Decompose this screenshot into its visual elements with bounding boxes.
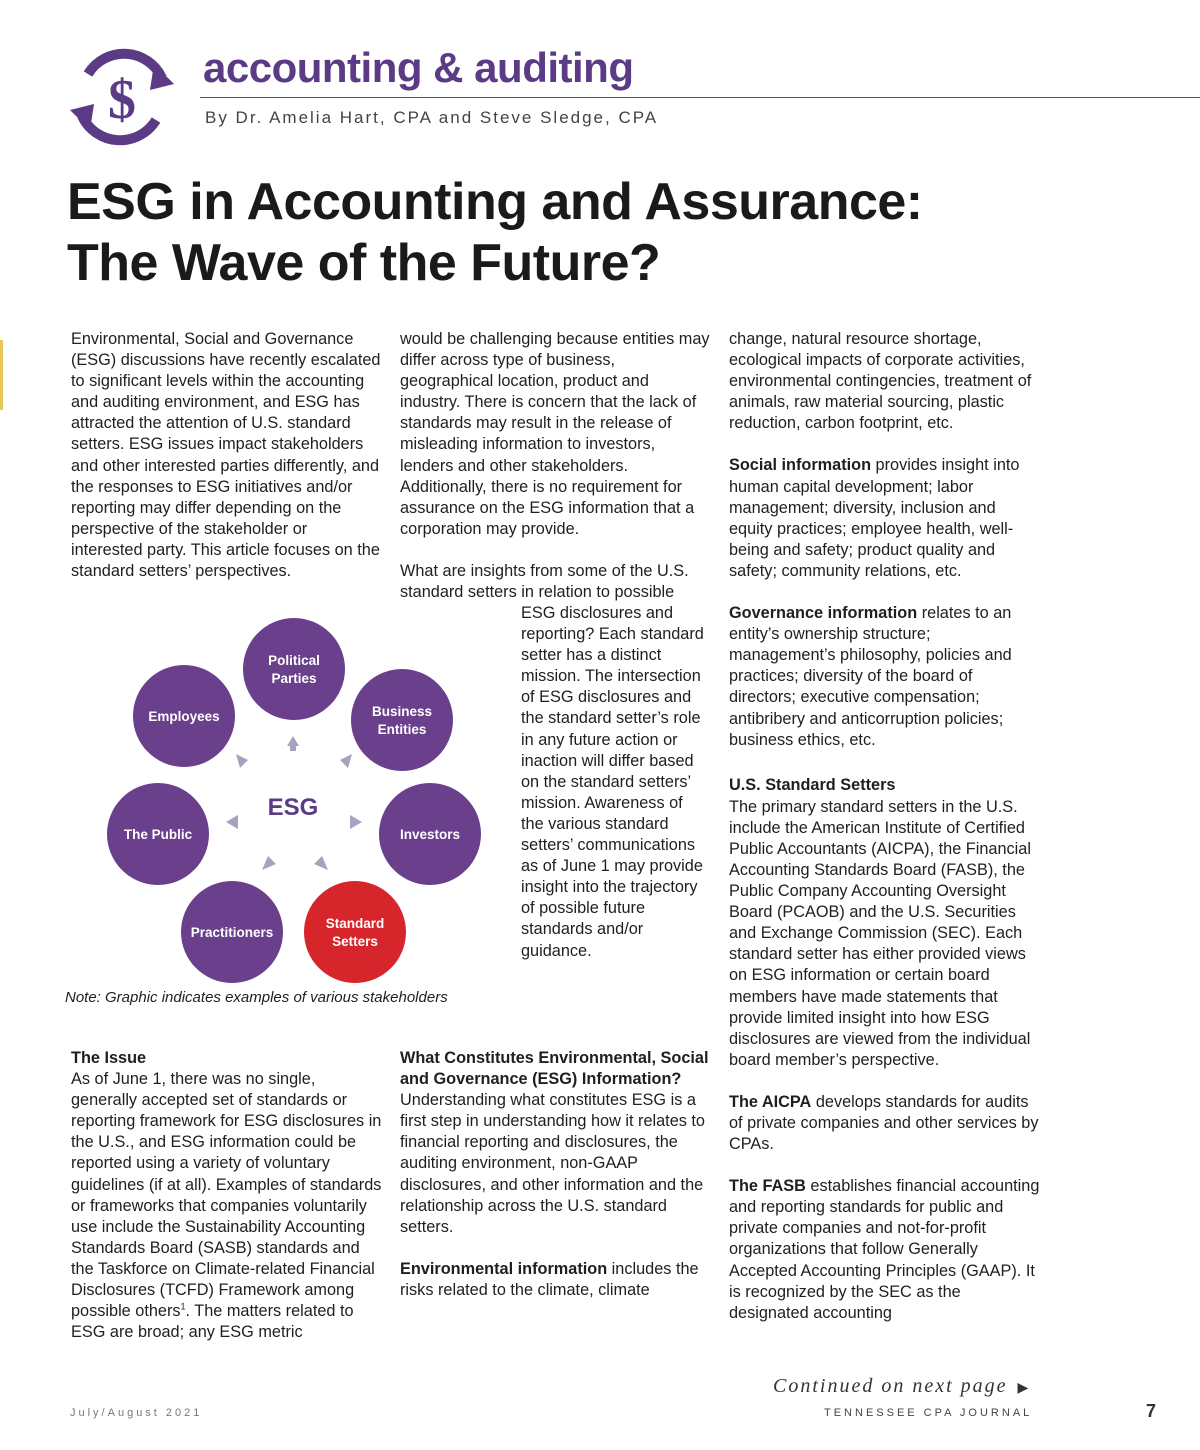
environmental-paragraph: Environmental information includes the risks related to the climate, climate xyxy=(400,1259,699,1299)
governance-lead: Governance information xyxy=(729,604,918,623)
stakeholder-node xyxy=(304,881,406,983)
header-rule xyxy=(200,97,1200,98)
arrow-left xyxy=(226,815,238,829)
aicpa-lead: The AICPA xyxy=(729,1092,812,1111)
stakeholder-node xyxy=(351,669,453,771)
what-section xyxy=(400,1048,710,1301)
stakeholder-node xyxy=(379,783,481,885)
issue-date: July/August 2021 xyxy=(70,1407,203,1419)
column-3 xyxy=(729,329,1041,1324)
arrow-upright xyxy=(340,754,352,768)
fasb-paragraph: The FASB establishes financial accounting and reporting standards for public and private companies and not-for-profit organizations that follow Generally Accepted Accounting Principles (GAAP). It is recognized by the SEC as the designated accounting xyxy=(729,1177,1040,1322)
arrow-downright xyxy=(314,856,328,870)
arrow-upleft xyxy=(236,754,248,768)
page-edge-marker xyxy=(0,340,3,410)
col2-paragraph-2: What are insights from some of the U.S. standard setters in relation to possible xyxy=(400,561,689,602)
headline-line-1: ESG in Accounting and Assurance: xyxy=(67,173,923,231)
fasb-lead: The FASB xyxy=(729,1177,806,1196)
stakeholder-label: Entities xyxy=(377,722,427,737)
stakeholder-label: Employees xyxy=(148,709,220,724)
stakeholder-label: Practitioners xyxy=(190,925,274,940)
issue-paragraph: As of June 1, there was no single, generally accepted set of standards or reporting framework for ESG disclosures in the U.S., and ESG information could be reported using a variety of voluntary guidelines (if at all). Examples of standards or frameworks that companies voluntarily use include the Sustainability Accounting Standards Board (SASB) standards and the Taskforce on Climate-related Financial Disclosures (TCFD) Framework among possible others$^1$. The matters related to ESG are broad; any ESG metric xyxy=(71,1070,382,1342)
stakeholder-label: Investors xyxy=(399,827,461,842)
issue-heading: The Issue xyxy=(71,1049,147,1067)
stakeholder-label: The Public xyxy=(123,827,193,842)
arrow-up xyxy=(287,736,299,746)
aicpa-paragraph: The AICPA develops standards for audits of private companies and other services by CPAs. xyxy=(729,1092,1039,1154)
continued-link[interactable]: Continued on next page ▶ xyxy=(773,1375,1031,1397)
section-title: accounting & auditing xyxy=(203,44,634,91)
footnote-ref: 1 xyxy=(180,1301,186,1312)
page-number: 7 xyxy=(1146,1401,1157,1421)
article-headline xyxy=(67,172,1167,294)
stakeholder-node xyxy=(243,618,345,720)
social-lead: Social information xyxy=(729,456,872,475)
svg-text:$: $ xyxy=(108,69,136,131)
journal-name: TENNESSEE CPA JOURNAL xyxy=(824,1407,1033,1419)
col2-paragraph-2-continued: ESG disclosures and reporting? Each standard setter has a distinct mission. The intersection of ESG disclosures and the standard setter’s role in any future action or inaction will differ based on the standard setters’ mission. Awareness of the various standard setters’ communications as of June 1 may provide insight into the trajectory of possible future standards and/or guidance. xyxy=(521,604,704,960)
diagram-note: Note: Graphic indicates examples of various stakeholders xyxy=(65,989,448,1006)
stakeholder-node xyxy=(133,665,235,767)
stakeholder-label: Standard xyxy=(325,916,385,931)
stakeholder-node xyxy=(107,783,209,885)
byline: By Dr. Amelia Hart, CPA and Steve Sledge, CPA xyxy=(205,108,659,127)
esg-center-label: ESG xyxy=(267,794,319,821)
headline-line-2: The Wave of the Future? xyxy=(67,234,661,292)
arrow-up-stem xyxy=(290,745,296,751)
stakeholder-circle xyxy=(351,669,453,771)
what-paragraph: Understanding what constitutes ESG is a first step in understanding how it relates to financial reporting and disclosures, the auditing environment, non-GAAP disclosures, and other information and the relationship across the U.S. standard setters. xyxy=(400,1091,705,1236)
column-2 xyxy=(400,329,710,603)
standard-setters-paragraph: The primary standard setters in the U.S. include the American Institute of Certified Public Accountants (AICPA), the Financial Accounting Standards Board (FASB), the Public Company Accounting Oversight Board (PCAOB) and the U.S. Securities and Exchange Commission (SEC). Each standard setter has either provided views on ESG information or certain board members have made statements that provide limited insight into how ESG disclosures are viewed from the individual board member’s perspective. xyxy=(729,797,1031,1069)
column-1 xyxy=(71,329,383,582)
stakeholder-label: Political xyxy=(268,653,320,668)
environmental-continued: change, natural resource shortage, ecological impacts of corporate activities, environmental contingencies, treatment of animals, raw material sourcing, plastic reduction, carbon footprint, etc. xyxy=(729,330,1032,433)
column-2-wrap xyxy=(521,603,706,962)
social-paragraph: Social information provides insight into human capital development; labor management; diversity, inclusion and equity practices; employee health, well-being and safety; product quality and safety; community relations, etc. xyxy=(729,456,1020,580)
governance-paragraph: Governance information relates to an entity’s ownership structure; management’s philosophy, policies and practices; diversity of the board of directors; executive compensation; antibribery and anticorruption policies; business ethics, etc. xyxy=(729,604,1012,749)
play-arrow-icon: ▶ xyxy=(1017,1381,1031,1396)
arrow-right xyxy=(350,815,362,829)
intro-paragraph: Environmental, Social and Governance (ESG) discussions have recently escalated to significant levels within the accounting and auditing environment, and ESG has attracted the attention of U.S. standard setters. ESG issues impact stakeholders and other interested parties differently, and the responses to ESG initiatives and/or reporting may differ depending on the perspective of the stakeholder or interested party. This article focuses on the standard setters’ perspectives. xyxy=(71,330,381,581)
what-heading: What Constitutes Environmental, Social and Governance (ESG) Information? xyxy=(400,1049,709,1089)
stakeholder-label: Setters xyxy=(332,934,378,949)
environmental-lead: Environmental information xyxy=(400,1259,608,1278)
stakeholder-label: Parties xyxy=(271,671,317,686)
standard-setters-heading: U.S. Standard Setters xyxy=(729,775,896,794)
stakeholder-circle xyxy=(304,881,406,983)
stakeholder-circle xyxy=(243,618,345,720)
stakeholder-label: Business xyxy=(371,704,433,719)
stakeholder-diagram xyxy=(96,612,496,986)
issue-section xyxy=(71,1048,383,1343)
col2-paragraph-1: would be challenging because entities may differ across type of business, geographical location, product and industry. There is concern that the lack of standards may result in the release of misleading information to investors, lenders and other stakeholders. Additionally, there is no requirement for assurance on the ESG information that a corporation may provide. xyxy=(400,330,710,538)
dollar-cycle-icon xyxy=(66,44,178,150)
stakeholder-node xyxy=(181,881,283,983)
arrow-downleft xyxy=(262,856,276,870)
